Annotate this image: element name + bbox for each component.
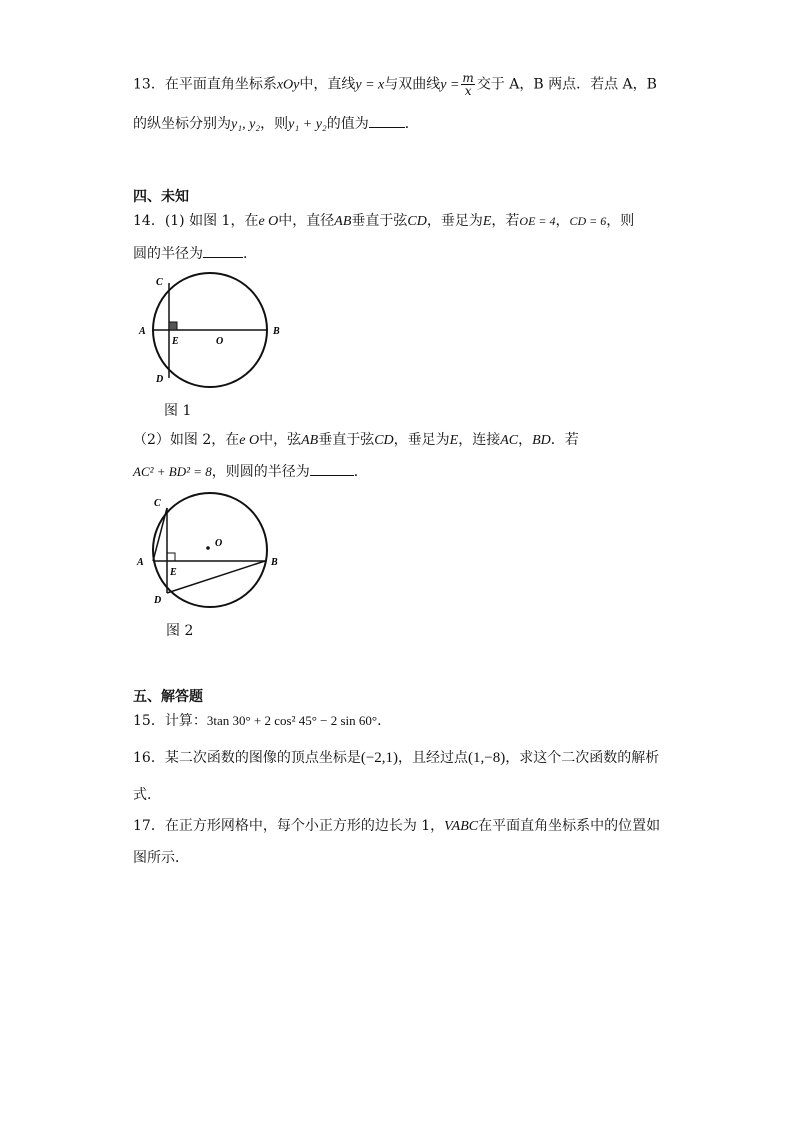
q14-ac: AC <box>500 433 519 448</box>
q13-line1 <box>133 72 657 97</box>
fig1-label-d: D <box>156 374 164 385</box>
q13-line-eq: y = x <box>355 77 385 93</box>
q17-line2-text: 图所示． <box>133 850 189 866</box>
q14-p2-f: ．若 <box>550 432 579 448</box>
q14-p1-f: ，则 <box>606 213 635 229</box>
q13-frac-num: m <box>462 71 474 85</box>
figure-2 <box>134 492 284 612</box>
q17-a: 17．在正方形网格中，每个小正方形的边长为 1， <box>133 818 445 834</box>
fig2-circle <box>153 493 267 607</box>
fig1-caption: 图 1 <box>164 403 192 419</box>
q13-mid3: 交于 A，B 两点．若点 A，B <box>476 76 657 93</box>
fig2-right-angle <box>167 553 175 561</box>
q15-text: 15．计算： <box>133 713 207 729</box>
q13-sum: y₁ + y₂ <box>288 117 327 132</box>
fig2-label-o: O <box>215 538 223 549</box>
section4-heading: 四、未知 <box>133 189 189 205</box>
fig2-label-a: A <box>137 557 144 568</box>
q14-p1-line1 <box>133 211 634 232</box>
q16-line2 <box>133 785 161 805</box>
fig2-caption: 图 2 <box>166 623 194 639</box>
figure-1 <box>136 270 286 395</box>
fig1-label-b: B <box>273 326 280 337</box>
q17-line2 <box>133 848 189 868</box>
q13-answer-blank <box>369 115 405 128</box>
q14-p2-c: 垂直于弦 <box>318 432 375 448</box>
q13-mid2: 与双曲线 <box>384 76 441 93</box>
fig2-segment-bd <box>167 561 265 593</box>
q14-p1-d: ，垂足为 <box>426 213 483 229</box>
q14-p2-ab: AB <box>301 433 319 448</box>
q14-p2-a: （2）如图 2，在 <box>133 432 240 448</box>
q16-c: ，求这个二次函数的解析 <box>505 750 660 766</box>
q14-p2-answer-blank <box>310 463 354 476</box>
q14-eq2: AC² + BD² = 8 <box>133 464 212 479</box>
q13-y1y2: y₁, y₂ <box>231 117 261 132</box>
q14-p2-g: ，则圆的半径为 <box>211 464 310 480</box>
q13-frac-den: x <box>464 84 472 98</box>
q14-p1-line2 <box>133 244 257 264</box>
q16-vertex: (−2,1) <box>360 750 399 766</box>
q14-bd: BD <box>532 433 551 448</box>
q13-xoy: xOy <box>276 77 300 93</box>
q14-oe: OE = 4 <box>519 214 556 228</box>
q14-ab: AB <box>334 214 352 229</box>
fig2-label-d: D <box>154 595 162 606</box>
fig1-label-c: C <box>156 277 163 288</box>
q14-p2-line1 <box>133 430 579 451</box>
q17-b: 在平面直角坐标系中的位置如 <box>478 818 661 834</box>
q14-p2-cd: CD <box>374 433 394 448</box>
q13-line2-c: 的值为 <box>326 116 369 132</box>
q13-hyp-lhs: y = <box>440 77 460 93</box>
fig1-right-angle <box>169 322 177 330</box>
q14-e: E <box>482 214 492 229</box>
q14-p1-end: ． <box>243 246 257 262</box>
q14-circle1: e O <box>258 214 279 229</box>
q16-point: (1,−8) <box>468 750 506 766</box>
q14-p2-end: ． <box>353 464 368 480</box>
fig1-label-e: E <box>172 336 179 347</box>
q15-expr: 3tan 30° + 2 cos² 45° − 2 sin 60° <box>206 713 378 728</box>
q14-circle2: e O <box>239 433 260 448</box>
q14-comma: ， <box>555 213 570 229</box>
q15-line <box>133 711 391 731</box>
q13-line2-b: ，则 <box>260 116 289 132</box>
q14-p2-b: 中，弦 <box>259 432 302 448</box>
q17-line1 <box>133 816 660 837</box>
q16-a: 16．某二次函数的图像的顶点坐标是 <box>133 750 361 766</box>
q14-cd6: CD = 6 <box>569 214 607 228</box>
q14-p2-d: ，垂足为 <box>393 432 450 448</box>
fig2-label-c: C <box>154 498 161 509</box>
q14-p1-a: 14．(1) 如图 1，在 <box>133 213 259 229</box>
fig2-label-b: B <box>271 557 278 568</box>
q14-p1-line2-text: 圆的半径为 <box>133 246 203 262</box>
q13-prefix: 13．在平面直角坐标系 <box>133 76 277 93</box>
q15-end: ． <box>377 713 392 729</box>
q14-cd: CD <box>407 214 427 229</box>
q16-b: ，且经过点 <box>398 750 469 766</box>
fig2-label-e: E <box>170 567 177 578</box>
q14-p2-line2 <box>133 462 368 482</box>
section5-heading: 五、解答题 <box>133 689 203 705</box>
q13-line2 <box>133 114 419 135</box>
q13-fraction <box>461 72 474 97</box>
fig2-center-dot <box>206 546 210 550</box>
q16-line1 <box>133 748 659 768</box>
q14-p1-c: 垂直于弦 <box>351 213 408 229</box>
q14-p2-e: ，连接 <box>458 432 501 448</box>
q14-p2-e-label: E <box>449 433 459 448</box>
q14-p1-answer-blank <box>203 245 243 258</box>
q17-tri: VABC <box>444 819 479 834</box>
q14-p2-comma: ， <box>518 432 533 448</box>
q13-end: ． <box>404 116 419 132</box>
fig1-label-a: A <box>139 326 146 337</box>
q14-p1-b: 中，直径 <box>278 213 335 229</box>
q13-mid1: 中，直线 <box>299 76 356 93</box>
q13-line2-a: 的纵坐标分别为 <box>133 116 231 132</box>
q14-p1-e: ，若 <box>491 213 520 229</box>
fig1-label-o: O <box>216 336 224 347</box>
q16-line2-text: 式． <box>133 787 161 803</box>
